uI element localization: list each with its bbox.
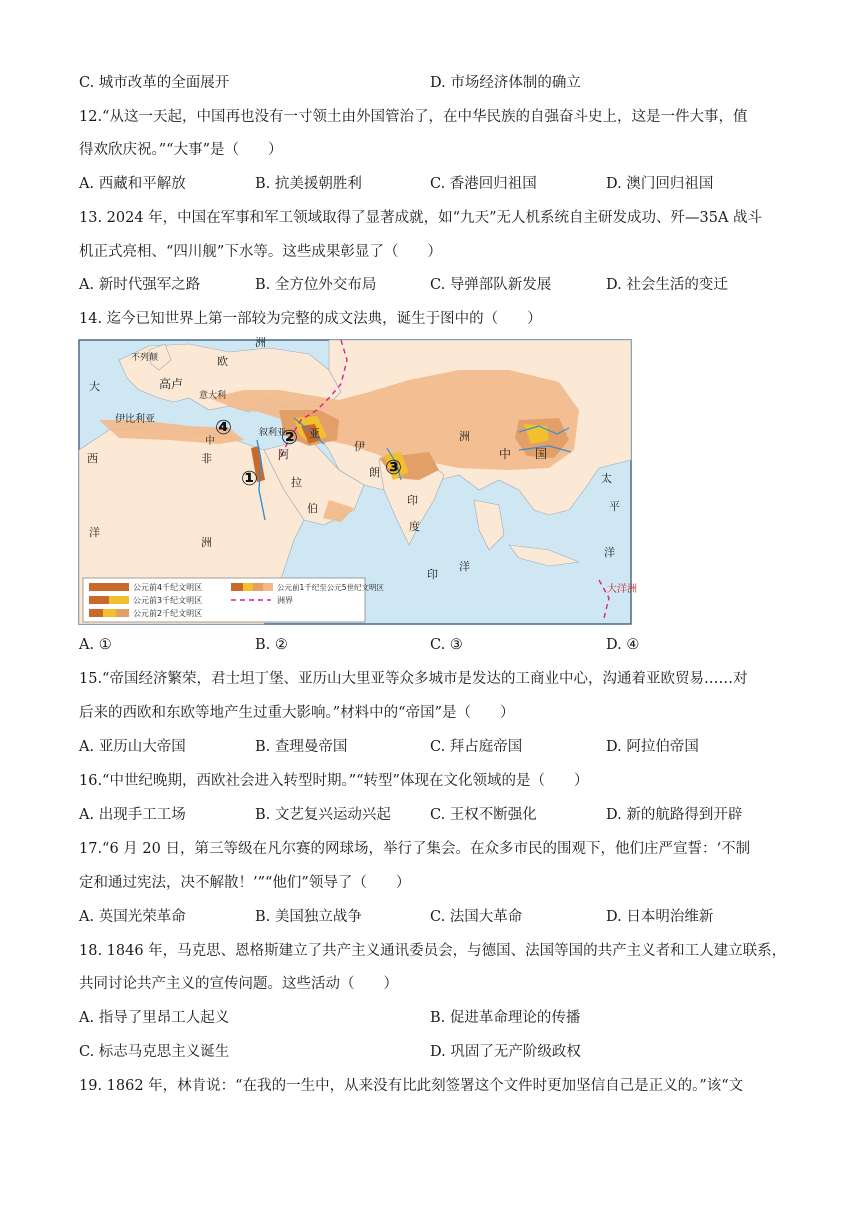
label-buliedian: 不列颠 [131,353,159,363]
q15-option-d: D. 阿拉伯帝国 [606,739,699,755]
q16-option-d: D. 新的航路得到开辟 [606,807,743,823]
label-ou: 欧 [217,355,228,368]
marker-1: ① [241,466,258,490]
label-fei: 非 [201,452,212,465]
label-bo: 伯 [307,502,318,515]
q12-option-a: A. 西藏和平解放 [79,176,186,192]
label-zhong-sea: 中 [205,436,215,447]
label-yang2: 洋 [604,546,615,559]
label-yang3: 洋 [459,560,470,573]
q16-option-a: A. 出现手工工场 [79,807,186,823]
label-la: 拉 [291,476,302,489]
label-ya: 亚 [309,427,320,440]
q16-option-b: B. 文艺复兴运动兴起 [255,807,391,823]
label-yin: 印 [407,494,418,507]
q11-option-d: D. 市场经济体制的确立 [430,75,581,91]
q17-option-c: C. 法国大革命 [430,909,523,925]
q13-option-b: B. 全方位外交布局 [255,277,377,293]
q12-option-c: C. 香港回归祖国 [430,176,537,192]
q17-option-b: B. 美国独立战争 [255,909,362,925]
q18-option-d: D. 巩固了无产阶级政权 [430,1044,581,1060]
marker-2: ② [281,425,298,449]
q14-option-d: D. ④ [606,637,640,653]
label-yi: 伊 [354,440,365,453]
q18-option-b: B. 促进革命理论的传播 [430,1010,581,1026]
q12-stem-line2: 得欢欣庆祝。”“大事”是（ ） [79,142,283,158]
map-legend [83,578,385,622]
q18-option-a: A. 指导了里昂工人起义 [79,1010,230,1026]
legend-bc3: 公元前3千纪文明区 [133,596,203,605]
q18-stem-line1: 18. 1846 年，马克思、恩格斯建立了共产主义通讯委员会，与德国、法国等国的共产主义者和工人建立联系， [79,943,787,959]
q17-stem-line1: 17.“6 月 20 日，第三等级在凡尔赛的网球场，举行了集会。在众多市民的围观下，他们庄严宣誓：‘不制 [79,841,751,857]
legend-border: 洲界 [277,596,293,605]
q15-option-c: C. 拜占庭帝国 [430,739,523,755]
q16-option-c: C. 王权不断强化 [430,807,537,823]
legend-bc1: 公元前1千纪至公元5世纪文明区 [277,583,385,592]
label-zhou-europe: 洲 [255,336,266,349]
civilization-map [79,336,637,624]
label-dayangzhou: 大洋洲 [607,584,637,595]
q14-option-c: C. ③ [430,637,463,653]
label-yindu-yang: 印 [427,568,438,581]
q11-option-c: C. 城市改革的全面展开 [79,75,230,91]
q18-option-c: C. 标志马克思主义诞生 [79,1044,230,1060]
label-zhou-asia: 洲 [459,430,470,443]
q17-option-d: D. 日本明治维新 [606,909,714,925]
label-zhongguo-1: 中 [499,447,512,461]
q15-stem-line2: 后来的西欧和东欧等地产生过重大影响。”材料中的“帝国”是（ ） [79,705,515,721]
q15-option-b: B. 查理曼帝国 [255,739,348,755]
legend-bc4: 公元前4千纪文明区 [133,583,203,592]
label-yibiliya: 伊比利亚 [115,414,155,425]
q13-stem-line1: 13. 2024 年，中国在军事和军工领域取得了显著成就，如“九天”无人机系统自主研发成功、歼—35A 战斗 [79,210,763,226]
q14-stem: 14. 迄今已知世界上第一部较为完整的成文法典，诞生于图中的（ ） [79,311,542,327]
label-zhongguo-2: 国 [535,447,548,461]
label-xili: 叙利亚 [259,428,287,438]
q12-option-b: B. 抗美援朝胜利 [255,176,362,192]
q15-stem-line1: 15.“帝国经济繁荣，君士坦丁堡、亚历山大里亚等众多城市是发达的工商业中心，沟通着亚欧贸易……对 [79,671,748,687]
q19-stem-line1: 19. 1862 年，林肯说：“在我的一生中，从来没有比此刻签署这个文件时更加坚信自己是正义的。”该“文 [79,1078,744,1094]
label-ping: 平 [609,500,620,513]
q14-option-a: A. ① [79,637,112,653]
q17-option-a: A. 英国光荣革命 [79,909,186,925]
q13-option-d: D. 社会生活的变迁 [606,277,728,293]
marker-3: ③ [385,455,402,479]
q12-stem-line1: 12.“从这一天起，中国再也没有一寸领土由外国管治了，在中华民族的自强奋斗史上，这是一件大事，值 [79,109,748,125]
label-du: 度 [409,520,420,533]
label-yang: 洋 [89,526,100,539]
label-lang: 朗 [369,466,380,479]
label-a: 阿 [278,448,289,461]
label-gaolu: 高卢 [159,377,184,391]
q14-option-b: B. ② [255,637,288,653]
q16-stem: 16.“中世纪晚期，西欧社会进入转型时期。”“转型”体现在文化领域的是（ ） [79,773,589,789]
q15-option-a: A. 亚历山大帝国 [79,739,186,755]
q13-option-a: A. 新时代强军之路 [79,277,201,293]
label-xi: 西 [87,452,98,465]
q13-option-c: C. 导弹部队新发展 [430,277,552,293]
marker-4: ④ [215,415,232,439]
label-yidali: 意大利 [199,391,227,401]
q17-stem-line2: 定和通过宪法，决不解散！’”“他们”领导了（ ） [79,875,411,891]
label-zhou-africa: 洲 [201,536,212,549]
label-da: 大 [89,380,100,393]
legend-bc2: 公元前2千纪文明区 [133,609,203,618]
q13-stem-line2: 机正式亮相、“四川舰”下水等。这些成果彰显了（ ） [79,244,442,260]
q18-stem-line2: 共同讨论共产主义的宣传问题。这些活动（ ） [79,976,398,992]
q12-option-d: D. 澳门回归祖国 [606,176,714,192]
label-tai: 太 [601,472,612,485]
